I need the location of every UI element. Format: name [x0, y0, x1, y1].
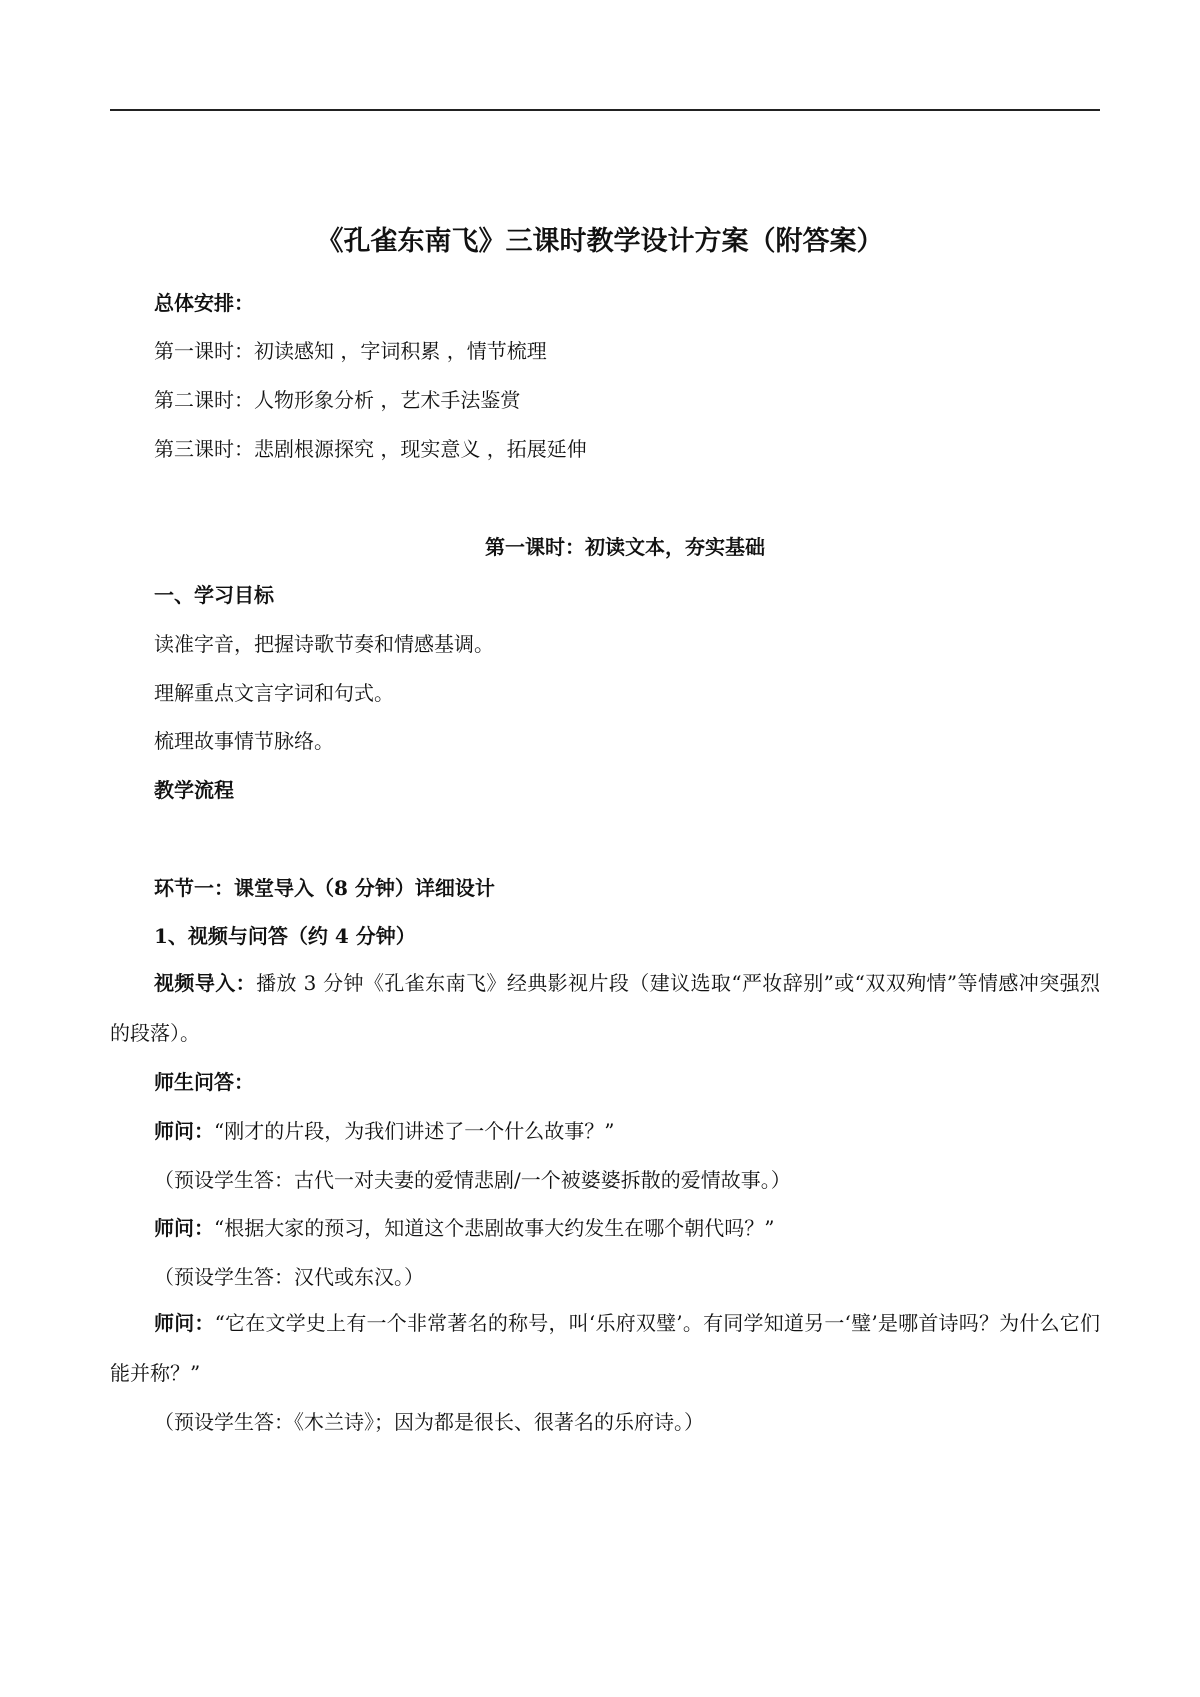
- goal-item-3: 梳理故事情节脉络。: [154, 729, 334, 753]
- qa-heading: 师生问答：: [154, 1070, 254, 1094]
- step1-heading: 环节一：课堂导入（8 分钟）详细设计: [154, 876, 495, 900]
- question-text: “根据大家的预习，知道这个悲剧故事大约发生在哪个朝代吗？”: [214, 1216, 775, 1240]
- teacher-question-3: [110, 1298, 1100, 1398]
- lesson-plan-3: 第三课时：悲剧根源探究 ，现实意义 ，拓展延伸: [154, 437, 587, 461]
- lesson1-heading: 第一课时：初读文本，夯实基础: [485, 535, 765, 559]
- teacher-question-1: [154, 1117, 614, 1145]
- goals-heading: 一、学习目标: [154, 583, 274, 607]
- lesson-plan-1: 第一课时：初读感知 ，字词积累 ，情节梳理: [154, 339, 547, 363]
- overview-heading: 总体安排：: [154, 291, 254, 315]
- teacher-label: 师问：: [154, 1119, 214, 1143]
- goal-item-2: 理解重点文言字词和句式。: [154, 681, 394, 705]
- student-answer-3: （预设学生答：《木兰诗》；因为都是很长、很著名的乐府诗。）: [154, 1410, 704, 1434]
- sub1-heading: 1、视频与问答（约 4 分钟）: [154, 924, 416, 948]
- document-title: 《孔雀东南飞》三课时教学设计方案（附答案）: [316, 226, 884, 257]
- student-answer-1: （预设学生答：古代一对夫妻的爱情悲剧/一个被婆婆拆散的爱情故事。）: [154, 1168, 791, 1192]
- question-text: “刚才的片段，为我们讲述了一个什么故事？”: [214, 1119, 615, 1143]
- lesson-plan-2: 第二课时：人物形象分析 ，艺术手法鉴赏: [154, 388, 521, 412]
- video-intro-paragraph: [110, 958, 1100, 1058]
- teacher-label: 师问：: [154, 1311, 215, 1335]
- question-text: “它在文学史上有一个非常著名的称号，叫‘乐府双璧’。有同学知道另一‘璧’是哪首诗吗？为什么它们能并称？”: [110, 1311, 1101, 1385]
- video-text: 播放 3 分钟《孔雀东南飞》经典影视片段（建议选取“严妆辞别”或“双双殉情”等情感冲突强烈的段落）。: [110, 971, 1101, 1045]
- video-label: 视频导入：: [154, 971, 257, 995]
- goal-item-1: 读准字音，把握诗歌节奏和情感基调。: [154, 632, 494, 656]
- student-answer-2: （预设学生答：汉代或东汉。）: [154, 1265, 424, 1289]
- teacher-label: 师问：: [154, 1216, 214, 1240]
- teacher-question-2: [154, 1214, 774, 1242]
- flow-heading: 教学流程: [154, 778, 234, 802]
- header-rule: [110, 109, 1100, 111]
